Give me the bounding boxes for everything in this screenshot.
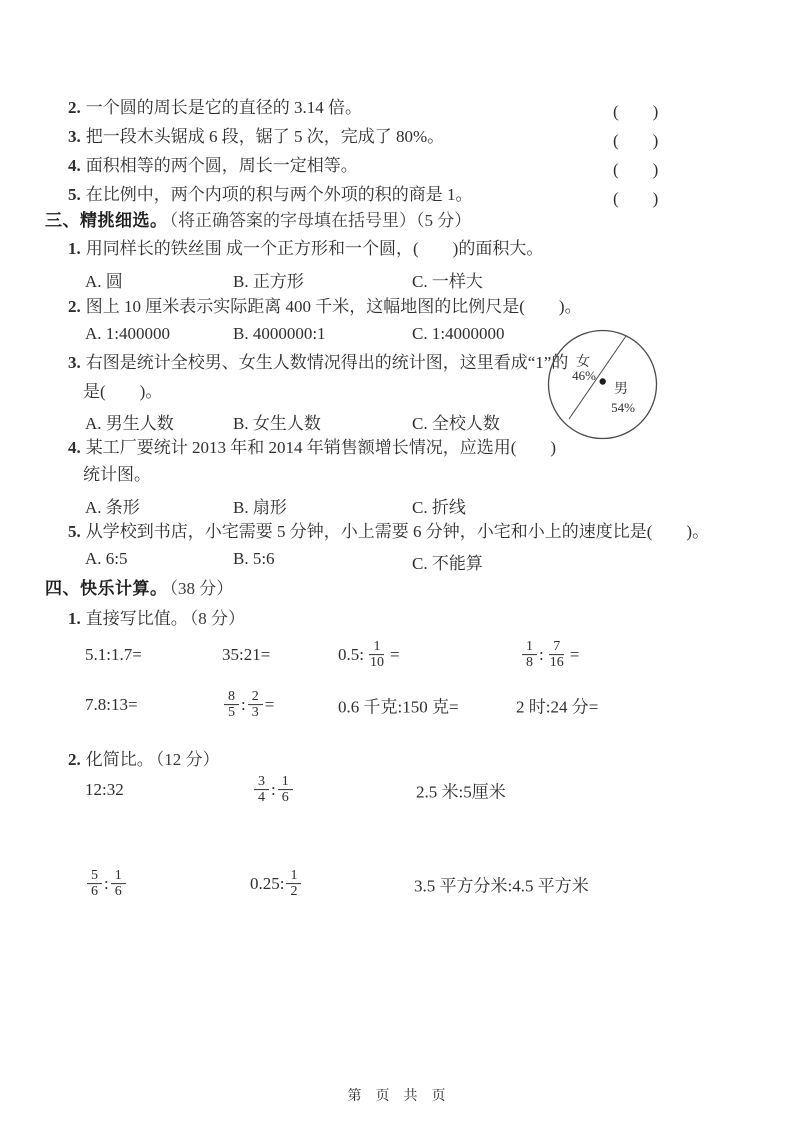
option-c: C. 不能算	[412, 554, 483, 573]
choice-question-5	[0, 521, 793, 542]
item-number: 5.	[68, 522, 81, 541]
option-b: B. 扇形	[233, 498, 287, 517]
item-number: 2.	[68, 98, 81, 117]
subsection-simplify	[0, 749, 793, 770]
calc-row-2	[0, 684, 793, 726]
item-number: 1.	[68, 239, 81, 258]
numerator: 7	[549, 639, 564, 655]
numerator: 1	[111, 868, 126, 884]
judge-text: 面积相等的两个圆，周长一定相等。	[85, 156, 358, 175]
fraction	[546, 639, 568, 671]
choice-question-1	[0, 238, 793, 259]
subsection-title: 化简比。	[85, 750, 154, 769]
numerator: 1	[286, 868, 301, 884]
denominator: 2	[290, 884, 298, 900]
expr-text: :	[104, 874, 109, 893]
judge-text: 把一段木头锯成 6 段，锯了 5 次，完成了 80%。	[85, 127, 445, 146]
fraction	[224, 689, 239, 721]
options-row	[0, 549, 793, 573]
simplify-row-2	[0, 863, 793, 905]
answer-bracket: ( )	[613, 102, 659, 121]
question-text: 是( )。	[83, 382, 163, 401]
fraction	[111, 868, 126, 900]
expression: 5.1:1.7=	[85, 645, 142, 664]
numerator: 1	[522, 639, 537, 655]
option-a: A. 条形	[85, 498, 140, 517]
expression: 35:21=	[222, 645, 271, 664]
option-b: B. 女生人数	[233, 414, 321, 433]
option-a: A. 圆	[85, 272, 123, 291]
item-number: 3.	[68, 353, 81, 372]
question-text: 从学校到书店，小宅需要 5 分钟，小上需要 6 分钟，小宅和小上的速度比是( )。	[85, 522, 710, 541]
numerator: 2	[248, 689, 263, 705]
section-title: 四、快乐计算。	[45, 579, 168, 598]
simplify-row-1	[0, 769, 793, 811]
pie-chart	[545, 328, 660, 443]
choice-question-4-line2	[0, 464, 793, 485]
expr-text: :	[271, 780, 276, 799]
judge-item	[0, 126, 793, 147]
option-a: A. 1:400000	[85, 324, 170, 343]
options-row	[0, 493, 793, 517]
judge-item	[0, 97, 793, 118]
expression	[222, 689, 274, 721]
subsection-score: （12 分）	[155, 750, 220, 769]
expression	[85, 868, 128, 900]
option-c: C. 折线	[412, 498, 466, 517]
subsection-write-ratio	[0, 608, 793, 629]
fraction	[254, 774, 269, 806]
option-b: B. 正方形	[233, 272, 304, 291]
judge-text: 在比例中，两个内项的积与两个外项的积的商是 1。	[85, 185, 473, 204]
calc-row-1	[0, 634, 793, 676]
question-text: 用同样长的铁丝围 成一个正方形和一个圆，( )的面积大。	[85, 239, 544, 258]
options-row	[0, 267, 793, 291]
section-title: 三、精挑细选。	[45, 211, 168, 230]
item-number: 3.	[68, 127, 81, 146]
options-row	[0, 409, 793, 433]
denominator: 3	[251, 705, 259, 721]
judge-item	[0, 155, 793, 176]
expression	[338, 639, 400, 671]
section-heading-choice	[0, 210, 793, 231]
option-c: C. 全校人数	[412, 414, 500, 433]
fraction	[248, 689, 263, 721]
answer-bracket: ( )	[613, 131, 659, 150]
option-c: C. 一样大	[412, 272, 483, 291]
denominator: 4	[258, 790, 265, 806]
option-b: B. 4000000:1	[233, 324, 326, 343]
denominator: 10	[369, 655, 384, 671]
denominator: 8	[526, 655, 533, 671]
page-footer: 第 页 共 页	[347, 1087, 446, 1103]
expression: 12:32	[85, 780, 124, 799]
numerator: 8	[224, 689, 239, 705]
option-b: B. 5:6	[233, 549, 275, 568]
section-score: （38 分）	[169, 579, 234, 598]
pie-pct-male: 54%	[611, 400, 635, 415]
expression: 3.5 平方分米:4.5 平方米	[414, 876, 589, 896]
pie-pct-female: 46%	[572, 368, 596, 383]
expr-text: :	[539, 645, 544, 664]
expr-text: =	[569, 645, 580, 664]
fraction	[286, 868, 301, 900]
denominator: 6	[91, 884, 98, 900]
item-number: 4.	[68, 438, 81, 457]
fraction	[522, 639, 537, 671]
item-number: 2.	[68, 297, 81, 316]
choice-question-4	[0, 437, 793, 458]
expression: 2 时:24 分=	[516, 697, 599, 717]
item-number: 4.	[68, 156, 81, 175]
item-number: 5.	[68, 185, 81, 204]
choice-question-3	[0, 352, 793, 373]
section-note: （将正确答案的字母填在括号里）（5 分）	[169, 211, 472, 230]
expr-text: 0.5:	[338, 645, 364, 664]
options-row	[0, 324, 793, 345]
option-a: A. 6:5	[85, 549, 128, 568]
expression: 0.6 千克:150 克=	[338, 697, 459, 717]
pie-center-dot	[600, 378, 606, 384]
expr-text: :	[241, 695, 246, 714]
option-a: A. 男生人数	[85, 414, 174, 433]
denominator: 6	[114, 884, 122, 900]
numerator: 3	[254, 774, 269, 790]
pie-label-female: 女	[576, 355, 590, 370]
expr-text: 0.25:	[250, 874, 285, 893]
question-text: 统计图。	[83, 465, 151, 484]
item-number: 1.	[68, 609, 81, 628]
question-text: 某工厂要统计 2013 年和 2014 年销售额增长情况，应选用( )	[85, 438, 557, 457]
choice-question-2	[0, 296, 793, 317]
expr-text: =	[389, 645, 400, 664]
subsection-score: （8 分）	[189, 609, 245, 628]
judge-text: 一个圆的周长是它的直径的 3.14 倍。	[85, 98, 362, 117]
question-text: 图上 10 厘米表示实际距离 400 千米，这幅地图的比例尺是( )。	[85, 297, 582, 316]
judge-item	[0, 184, 793, 205]
denominator: 6	[281, 790, 289, 806]
expression	[250, 868, 303, 900]
answer-bracket: ( )	[613, 160, 659, 179]
expression: 7.8:13=	[85, 695, 138, 714]
fraction	[87, 868, 102, 900]
expr-text: =	[264, 695, 275, 714]
option-c: C. 1:4000000	[412, 324, 505, 343]
fraction	[366, 639, 388, 671]
pie-label-male: 男	[614, 382, 628, 397]
numerator: 5	[87, 868, 102, 884]
subsection-title: 直接写比值。	[85, 609, 188, 628]
section-heading-calc	[0, 578, 793, 599]
expression	[252, 774, 295, 806]
item-number: 2.	[68, 750, 81, 769]
fraction	[278, 774, 293, 806]
numerator: 1	[278, 774, 293, 790]
question-text: 右图是统计全校男、女生人数情况得出的统计图，这里看成“1”的	[85, 353, 569, 372]
expression: 2.5 米:5厘米	[416, 782, 506, 802]
denominator: 16	[549, 655, 564, 671]
answer-bracket: ( )	[613, 189, 659, 208]
numerator: 1	[369, 639, 384, 655]
expression	[520, 639, 579, 671]
denominator: 5	[228, 705, 235, 721]
choice-question-3-line2	[0, 381, 793, 402]
